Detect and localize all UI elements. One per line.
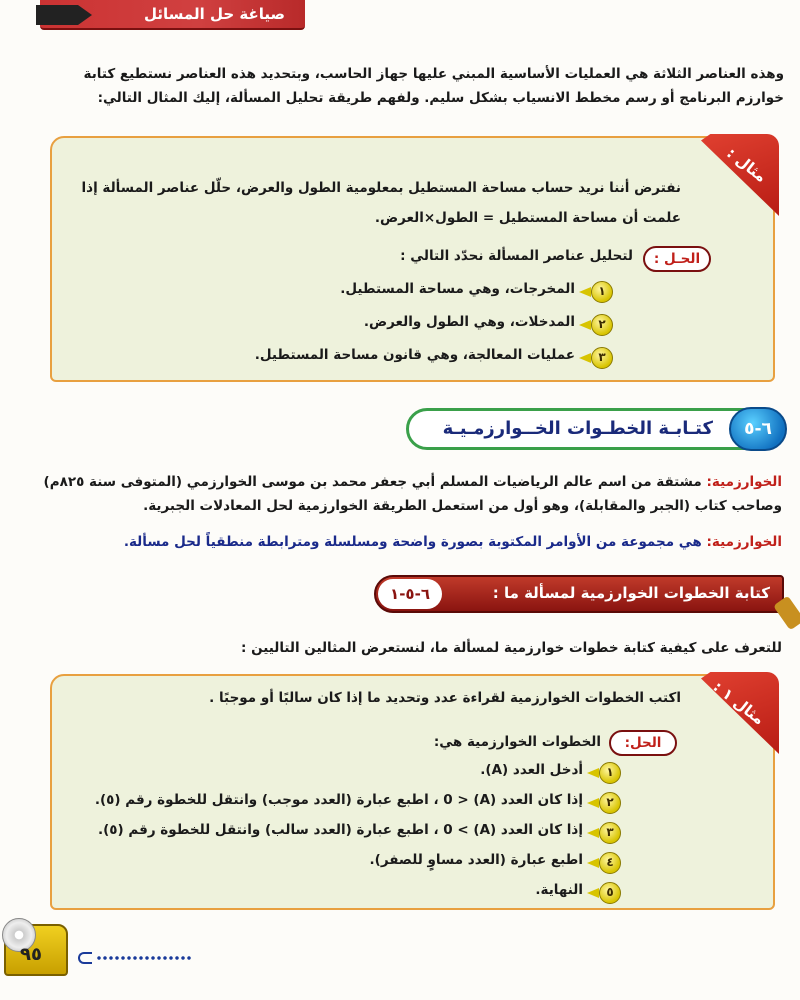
intro-line-1: وهذه العناصر الثلاثة هي العمليات الأساسية المبني عليها جهاز الحاسب، وبتحديد هذه العناصر نستطيع كتابة — [83, 66, 784, 82]
step-number: ١ — [591, 281, 613, 303]
subsection-intro: للتعرف على كيفية كتابة خطوات خوارزمية لمسألة ما، لنستعرض المثالين التاليين : — [240, 640, 782, 656]
page-number: ٩٥ — [20, 944, 42, 965]
step-arrow-icon — [587, 768, 599, 778]
step-arrow-icon — [579, 287, 591, 297]
header-arrow-icon — [36, 5, 92, 25]
example-box-1 — [50, 136, 775, 382]
definition-term: الخوارزمية: — [706, 474, 782, 490]
step-arrow-icon — [587, 828, 599, 838]
arrow-left-icon — [78, 952, 92, 964]
step-number: ٥ — [599, 882, 621, 904]
step-number: ٤ — [599, 852, 621, 874]
step-number: ٢ — [591, 314, 613, 336]
example-ribbon-label: مثال ١ : — [710, 677, 769, 729]
example-problem-line-1: نفترض أننا نريد حساب مساحة المستطيل بمعلومية الطول والعرض، حلّل عناصر المسألة إذا — [81, 180, 681, 196]
step-arrow-icon — [579, 320, 591, 330]
section-title: كتـابـة الخطـوات الخــوارزمـيـة — [442, 418, 713, 439]
subsection-number: ٦-٥-١ — [378, 579, 442, 609]
definition-text: هي مجموعة من الأوامر المكتوبة بصورة واضحة ومسلسلة ومترابطة منطقياً لحل مسألة. — [123, 534, 707, 550]
step-text: النهاية. — [535, 882, 583, 898]
definition-text: مشتقة من اسم عالم الرياضيات المسلم أبي جعفر محمد بن موسى الخوارزمي (المتوفى سنة ٨٢٥م) — [43, 474, 707, 490]
subsection-heading — [374, 575, 784, 613]
example-ribbon-label: مثال : — [722, 143, 770, 187]
definition-term: الخوارزمية: — [706, 534, 782, 550]
chapter-header — [40, 0, 305, 30]
solution-intro: لتحليل عناصر المسألة نحدّد التالي : — [400, 248, 633, 264]
step-arrow-icon — [587, 798, 599, 808]
step-number: ٣ — [599, 822, 621, 844]
steps-heading: الخطوات الخوارزمية هي: — [433, 734, 601, 750]
step-text: اطبع عبارة (العدد مساوٍ للصفر). — [369, 852, 583, 868]
example-task: اكتب الخطوات الخوارزمية لقراءة عدد وتحديد ما إذا كان سالبًا أو موجبًا . — [209, 690, 681, 706]
step-text: عمليات المعالجة، وهي قانون مساحة المستطيل. — [254, 347, 575, 363]
definition-etymology — [12, 470, 782, 494]
step-text: المخرجات، وهي مساحة المستطيل. — [340, 281, 575, 297]
page-number-tab — [4, 924, 68, 976]
step-text: أدخل العدد (A). — [480, 762, 583, 778]
step-arrow-icon — [587, 858, 599, 868]
definition-etymology-line-2: وصاحب كتاب (الجبر والمقابلة)، وهو أول من استعمل الطريقة الخوارزمية لحل المعادلات الجبرية. — [143, 498, 782, 514]
step-text: إذا كان العدد (A) < 0 ، اطبع عبارة (العدد موجب) وانتقل للخطوة رقم (٥). — [94, 792, 583, 808]
step-text: المدخلات، وهي الطول والعرض. — [363, 314, 575, 330]
example-box-2 — [50, 674, 775, 910]
intro-line-2: خوارزم البرنامج أو رسم مخطط الانسياب بشكل سليم. ولفهم طريقة تحليل المسألة، إليك المثال التالي: — [97, 90, 784, 106]
step-number: ١ — [599, 762, 621, 784]
step-number: ٢ — [599, 792, 621, 814]
step-arrow-icon — [587, 888, 599, 898]
dotted-line — [96, 956, 192, 960]
solution-badge: الحل: — [609, 730, 677, 756]
step-text: إذا كان العدد (A) > 0 ، اطبع عبارة (العدد سالب) وانتقل للخطوة رقم (٥). — [97, 822, 583, 838]
chapter-title: صياغة حل المسائل — [144, 5, 285, 23]
section-number: ٦-٥ — [729, 407, 787, 451]
example-problem-line-2: علمت أن مساحة المستطيل = الطول×العرض. — [374, 210, 681, 226]
step-arrow-icon — [579, 353, 591, 363]
step-number: ٣ — [591, 347, 613, 369]
section-heading — [406, 408, 786, 450]
solution-badge: الحـل : — [643, 246, 711, 272]
definition-algorithm — [12, 530, 782, 554]
subsection-title: كتابة الخطوات الخوارزمية لمسألة ما : — [492, 584, 770, 602]
